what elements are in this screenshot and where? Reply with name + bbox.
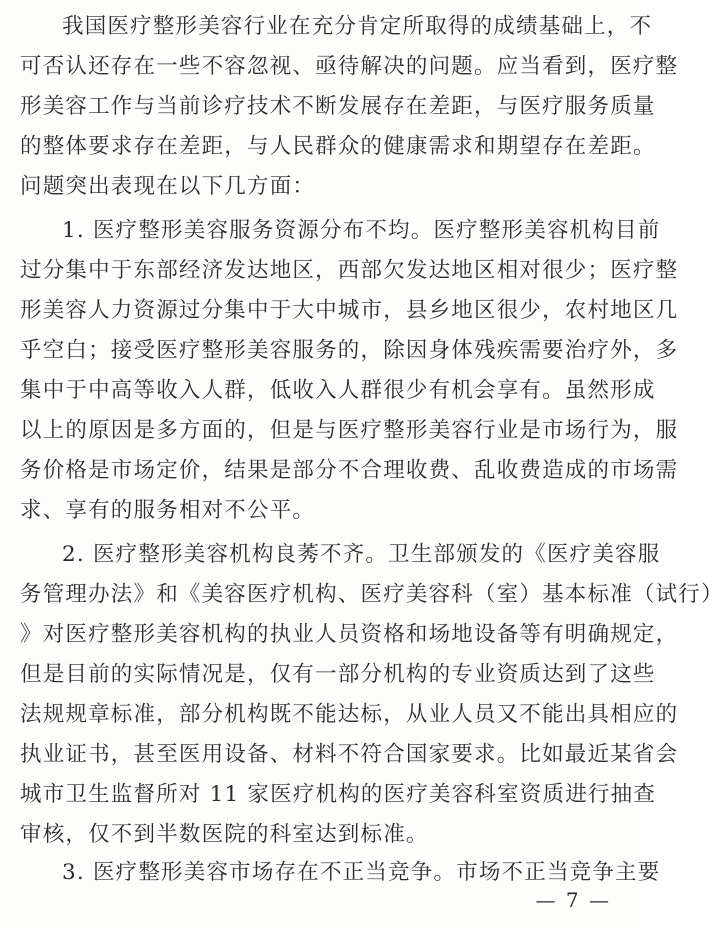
- text-line-21: 审核，仅不到半数医院的科室达到标准。: [20, 822, 429, 847]
- text-line-11: 以上的原因是多方面的，但是与医疗整形美容行业是市场行为，服: [20, 418, 679, 443]
- section-1-heading-line: 1. 医疗整形美容服务资源分布不均。医疗整形美容机构目前: [62, 218, 661, 243]
- text-line-9: 乎空白；接受医疗整形美容服务的，除因身体残疾需要治疗外，多: [20, 338, 679, 363]
- text-line-10: 集中于中高等收入人群，低收入人群很少有机会享有。虽然形成: [20, 378, 656, 403]
- text-line-19: 执业证书，甚至医用设备、材料不符合国家要求。比如最近某省会: [20, 742, 679, 767]
- text-line-4: 的整体要求存在差距，与人民群众的健康需求和期望存在差距。: [20, 134, 656, 159]
- text-line-18: 法规规章标准，部分机构既不能达标，从业人员又不能出具相应的: [20, 702, 679, 727]
- page-number: — 7 —: [535, 888, 611, 912]
- text-line-5: 问题突出表现在以下几方面：: [20, 174, 316, 199]
- text-line-7: 过分集中于东部经济发达地区，西部欠发达地区相对很少；医疗整: [20, 258, 679, 283]
- text-line-20: 城市卫生监督所对 11 家医疗机构的医疗美容科室资质进行抽查: [20, 782, 657, 807]
- text-line-16: 》对医疗整形美容机构的执业人员资格和场地设备等有明确规定，: [20, 622, 679, 647]
- text-line-15: 务管理办法》和《美容医疗机构、医疗美容科（室）基本标准（试行）: [20, 582, 724, 607]
- text-line-13: 求、享有的服务相对不公平。: [20, 498, 316, 523]
- text-line-3: 形美容工作与当前诊疗技术不断发展存在差距，与医疗服务质量: [20, 94, 656, 119]
- text-line-2: 可否认还存在一些不容忽视、亟待解决的问题。应当看到，医疗整: [20, 54, 679, 79]
- section-2-heading-line: 2. 医疗整形美容机构良莠不齐。卫生部颁发的《医疗美容服: [62, 542, 661, 567]
- section-3-heading-line: 3. 医疗整形美容市场存在不正当竞争。市场不正当竞争主要: [62, 860, 661, 885]
- text-line-17: 但是目前的实际情况是，仅有一部分机构的专业资质达到了这些: [20, 662, 656, 687]
- text-line-12: 务价格是市场定价，结果是部分不合理收费、乱收费造成的市场需: [20, 458, 679, 483]
- text-line-1: 我国医疗整形美容行业在充分肯定所取得的成绩基础上，不: [62, 14, 653, 39]
- text-line-8: 形美容人力资源过分集中于大中城市，县乡地区很少，农村地区几: [20, 298, 679, 323]
